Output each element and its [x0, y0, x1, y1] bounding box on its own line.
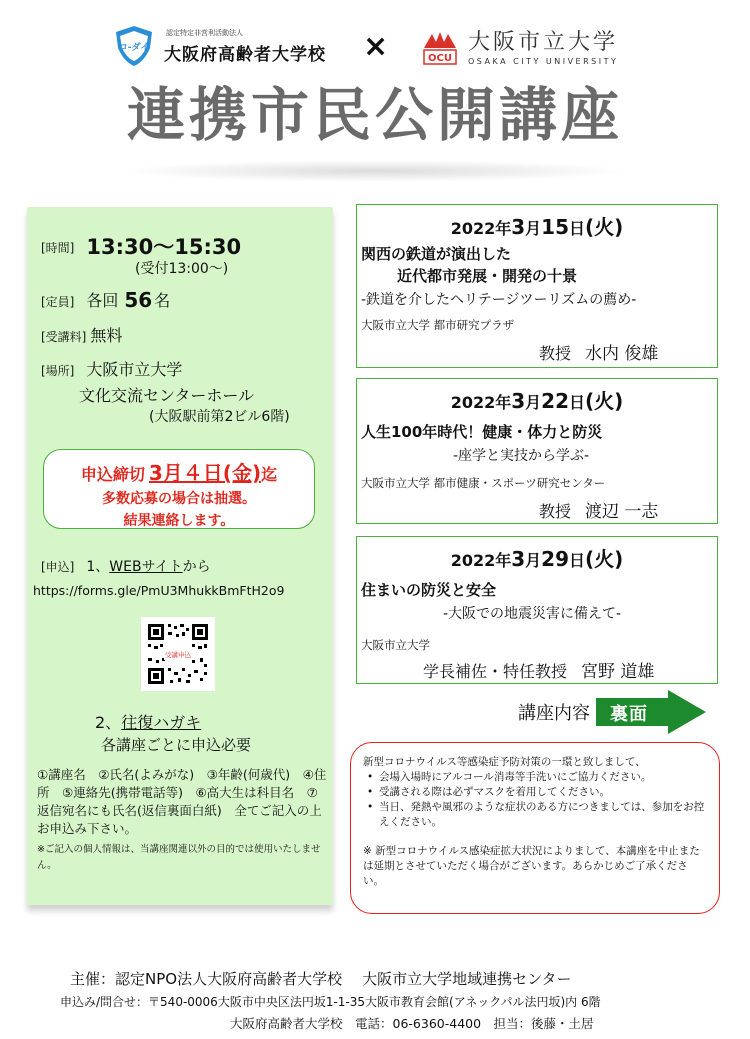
covid-cancel-notice: ※ 新型コロナウイルス感染症拡大状況によりまして、本講座を中止または延期とさせていただく場合がございます。あらかじめご了承ください。 [363, 845, 700, 887]
host-secondary: 大阪市立大学地域連携センター [362, 970, 572, 988]
covid-intro: 新型コロナウイルス等感染症予防対策の一環と致しまして、 [363, 756, 646, 768]
host-primary: 主催：認定NPO法人大阪府高齢者大学校 [70, 970, 343, 988]
left-org-subtitle: 認定特定非営利活動法人 [166, 28, 243, 37]
time-row [41, 231, 241, 261]
left-org-name: 大阪府高齢者大学校 [164, 44, 326, 65]
collaboration-cross: × [363, 29, 389, 64]
date-year: 2022年 [450, 219, 512, 238]
lecture-3 [356, 536, 718, 684]
place-label: [場所] [41, 364, 75, 378]
lecture-subtitle: -大阪での地震災害に備えて- [443, 606, 622, 622]
qr-code-icon [146, 622, 210, 686]
lecture-1 [356, 204, 718, 368]
footer-phone: 大阪府高齢者大学校 電話：06-6360-4400 担当：後藤・土居 [230, 1016, 594, 1031]
time-value: 13:30〜15:30 [86, 235, 242, 259]
capacity-row [41, 288, 170, 312]
deadline-lottery: 多数応募の場合は抽選。 [102, 491, 256, 507]
date-day-unit: 日 [569, 219, 586, 238]
covid-item: • 受講される際は必ずマスクを着用してください。 [367, 785, 705, 800]
fee-row [41, 323, 122, 346]
speaker-affiliation: 大阪市立大学 都市研究プラザ [361, 318, 515, 332]
postcard-note: 各講座ごとに申込必要 [101, 736, 252, 754]
date-day: 29 [541, 547, 570, 571]
time-label: [時間] [41, 241, 75, 255]
capacity-unit: 名 [154, 291, 171, 310]
organizer-left [110, 22, 326, 70]
koudai-logo-icon [110, 22, 158, 70]
deadline-result: 結果連絡します。 [123, 513, 235, 529]
back-page-label: 裏面 [610, 704, 648, 725]
detail-link[interactable] [518, 690, 706, 734]
lecture-title-line1: 住まいの防災と安全 [361, 581, 497, 599]
date-month-unit: 月 [525, 551, 542, 570]
date-weekday: (火) [585, 215, 624, 239]
capacity-label: [定員] [41, 295, 75, 309]
speaker-name: 水内 俊雄 [585, 344, 659, 364]
lecture-date [357, 211, 717, 240]
lecture-title-line1: 人生100年時代！健康・体力と防災 [361, 423, 603, 441]
speaker [539, 497, 658, 522]
left-logo-text: コ-ダイ [118, 43, 150, 53]
speaker-position: 教授 [539, 502, 572, 521]
covid-item: • 会場入場時にアルコール消毒等手洗いにご協力ください。 [367, 770, 705, 785]
detail-label: 講座内容 [518, 703, 590, 724]
date-month: 3 [511, 547, 526, 571]
date-month-unit: 月 [525, 219, 542, 238]
lecture-2 [356, 378, 718, 524]
date-month: 3 [511, 389, 526, 413]
page-title: 連携市民公開講座 [126, 81, 623, 149]
right-org-name: 大阪市立大学 [468, 29, 619, 55]
apply-label: [申込] [41, 560, 75, 574]
fee-label: [受講料] [41, 330, 87, 344]
privacy-note: ※ご記入の個人情報は、当講座関連以外の目的では使用いたしません。 [37, 844, 321, 871]
capacity-prefix: 各回 [86, 291, 119, 310]
place-line2: 文化交流センターホール [79, 386, 255, 405]
footer-contact: 申込み/問合せ：〒540-0006大阪市中央区法円坂1-1-35大阪市教育会館(アネックパル法円坂)内 6階 [60, 995, 601, 1009]
apply-from: から [182, 559, 211, 575]
postcard-row [95, 710, 201, 733]
deadline-box [43, 449, 315, 529]
postcard-method: 往復ハガキ [121, 713, 202, 732]
info-box [27, 207, 333, 905]
deadline-prefix: 申込締切 [80, 465, 145, 484]
lecture-date [357, 543, 717, 572]
apply-web-link[interactable]: WEBサイト [109, 559, 183, 575]
date-weekday: (火) [585, 547, 624, 571]
ocu-logo-icon [418, 26, 462, 70]
qr-code[interactable] [141, 617, 215, 691]
speaker-position: 教授 [539, 344, 572, 363]
covid-notice [350, 742, 720, 914]
lecture-date [357, 385, 717, 414]
speaker [423, 657, 654, 682]
lecture-subtitle: -鉄道を介したヘリテージツーリズムの薦め- [361, 292, 637, 308]
postcard-number: 2、 [95, 713, 122, 732]
speaker-position: 学長補佐・特任教授 [423, 662, 568, 681]
speaker-affiliation: 大阪市立大学 都市健康・スポーツ研究センター [361, 476, 606, 490]
apply-url-link[interactable]: https://forms.gle/PmU3MhukkBmFtH2o9 [33, 583, 285, 598]
title-shadow [120, 160, 630, 182]
qr-label: 受講申込 [165, 651, 191, 659]
deadline-date: 3月４日(金) [148, 461, 262, 485]
covid-item: • 当日、発熱や風邪のような症状のある方につきましては、参加をお控えください。 [367, 800, 705, 830]
apply-row [41, 556, 211, 576]
lecture-title-line1: 関西の鉄道が演出した [361, 245, 512, 263]
date-year: 2022年 [450, 393, 512, 412]
reception-time: (受付13:00〜) [135, 261, 229, 277]
capacity-number: 56 [124, 288, 153, 312]
apply-number-1: 1、 [86, 559, 110, 575]
date-day: 15 [541, 215, 570, 239]
speaker-name: 宮野 道雄 [581, 662, 655, 682]
speaker-name: 渡辺 一志 [585, 502, 659, 522]
date-day-unit: 日 [569, 551, 586, 570]
place-line1: 大阪市立大学 [86, 360, 183, 379]
fee-value: 無料 [90, 326, 123, 345]
date-year: 2022年 [450, 551, 512, 570]
lecture-subtitle: -座学と実技から学ぶ- [453, 448, 590, 464]
right-org-english: OSAKA CITY UNIVERSITY [468, 56, 619, 66]
lecture-title-line2: 近代都市発展・開発の十景 [397, 267, 578, 285]
footer-host [70, 968, 571, 989]
arrow-right-icon[interactable] [596, 690, 706, 734]
deadline-suffix: 迄 [261, 465, 278, 484]
date-month: 3 [511, 215, 526, 239]
speaker [539, 339, 658, 364]
place-row [41, 357, 182, 380]
required-fields: ①講座名 ②氏名(よみがな) ③年齢(何歳代) ④住所 ⑤連絡先(携帯電話等) ⑥高大生は科目名 ⑦返信宛名にも氏名(返信裏面白紙) 全てご記入の上お申込み下さい。 [37, 767, 327, 836]
covid-list [367, 770, 705, 830]
deadline-line1 [44, 457, 314, 486]
organizer-right [418, 24, 618, 72]
right-logo-text: OCU [428, 53, 452, 64]
place-line3: (大阪駅前第2ビル6階) [149, 409, 290, 425]
date-day-unit: 日 [569, 393, 586, 412]
date-day: 22 [541, 389, 570, 413]
date-month-unit: 月 [525, 393, 542, 412]
date-weekday: (火) [585, 389, 624, 413]
header [0, 0, 750, 180]
speaker-affiliation: 大阪市立大学 [361, 638, 430, 652]
